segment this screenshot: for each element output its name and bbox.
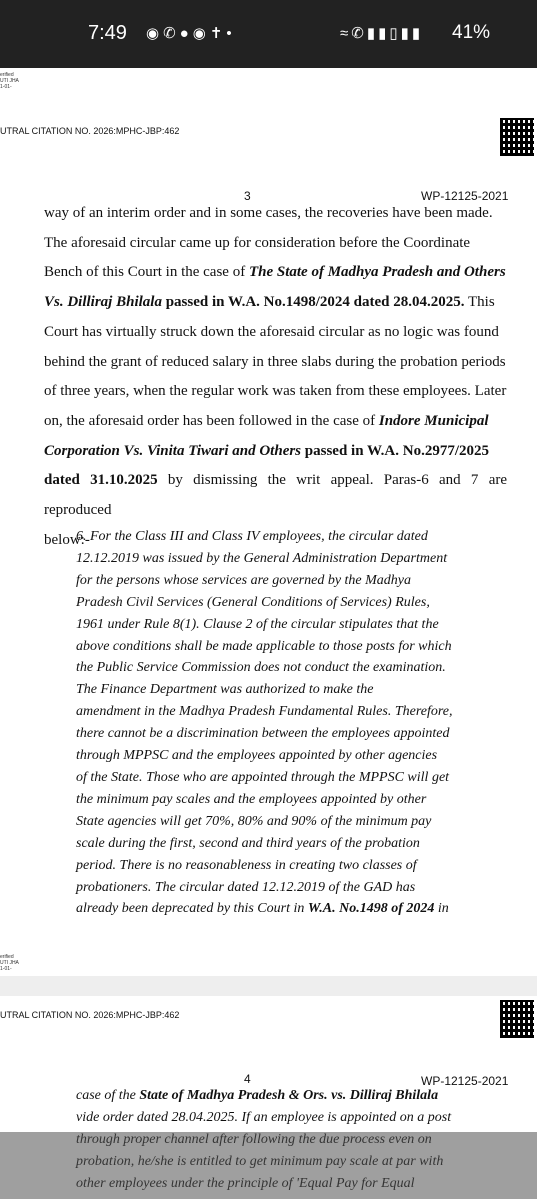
status-bar bbox=[0, 0, 537, 68]
quote-line: for the persons whose services are governed by the Madhya bbox=[76, 572, 412, 588]
quote-line: period. There is no reasonableness in creating two classes of bbox=[76, 857, 417, 873]
quote-line: scale during the first, second and third years of the probation bbox=[76, 835, 420, 851]
facebook-icon: ◉ bbox=[146, 25, 164, 42]
text-line: Bench of this Court in the case of The State of Madhya Pradesh and Others bbox=[44, 264, 506, 281]
quote-line: 12.12.2019 was issued by the General Administration Department bbox=[76, 550, 448, 566]
text-line: behind the grant of reduced salary in three slabs during the probation periods bbox=[44, 353, 506, 370]
quote-line: probationers. The circular dated 12.12.2019 of the GAD has bbox=[76, 879, 416, 895]
text-line: The aforesaid circular came up for consideration before the Coordinate bbox=[44, 234, 471, 251]
messenger-icon: ◉ bbox=[192, 25, 210, 42]
case-name: The State of Madhya Pradesh and Others bbox=[248, 264, 506, 281]
stamp-line: erified bbox=[0, 954, 14, 960]
whatsapp-icon: ✆ bbox=[163, 25, 180, 42]
stamp-line: UTI JHA bbox=[0, 960, 19, 966]
chat-icon: ● bbox=[179, 25, 193, 42]
quote-line: 1961 under Rule 8(1). Clause 2 of the circular stipulates that the bbox=[76, 616, 439, 632]
page-number: 3 bbox=[244, 189, 251, 203]
stamp-line: erified bbox=[0, 72, 14, 78]
qr-code[interactable] bbox=[500, 118, 534, 156]
text-line: Vs. Dilliraj Bhilala passed in W.A. No.1498/2024 dated 28.04.2025. This bbox=[44, 294, 495, 311]
notification-icons bbox=[146, 24, 236, 42]
stamp-line: UTI JHA bbox=[0, 78, 19, 84]
text-line: Corporation Vs. Vinita Tiwari and Others passed in W.A. No.2977/2025 bbox=[44, 442, 489, 459]
signal-icon: ▯▮ bbox=[389, 25, 412, 42]
battery-percent: 41% bbox=[452, 22, 491, 43]
quote-line: through MPPSC and the employees appointed by other agencies bbox=[76, 748, 438, 764]
quote-line: the minimum pay scales and the employees appointed by other bbox=[76, 791, 427, 807]
quote-line: The Finance Department was authorized to make the bbox=[76, 682, 374, 698]
document-page-3 bbox=[0, 68, 537, 972]
dot-icon: • bbox=[226, 25, 236, 42]
quote-line: State agencies will get 70%, 80% and 90% of the minimum pay bbox=[76, 813, 432, 829]
qr-code[interactable] bbox=[500, 1000, 534, 1038]
battery-icon: ▮ bbox=[411, 25, 424, 42]
case-name: Indore Municipal bbox=[378, 412, 489, 429]
system-icons bbox=[340, 24, 423, 42]
stamp-line: 1-01- bbox=[0, 84, 12, 90]
quote-line: above conditions shall be made applicable to those posts for which bbox=[76, 638, 452, 654]
text-line: way of an interim order and in some cases, the recoveries have been made. bbox=[44, 205, 493, 221]
neutral-citation: UTRAL CITATION NO. 2026:MPHC-JBP:462 bbox=[0, 126, 180, 136]
quote-line: vide order dated 28.04.2025. If an employee is appointed on a post bbox=[76, 1109, 452, 1125]
quoted-paragraph bbox=[76, 526, 476, 920]
page-separator bbox=[0, 976, 537, 996]
wifi-icon: ≈ bbox=[340, 25, 352, 42]
navigation-bar-overlay bbox=[0, 1132, 537, 1199]
judgment-paragraph bbox=[44, 199, 507, 555]
quote-line: already been deprecated by this Court in W.A. No.1498 of 2024 in bbox=[76, 901, 449, 917]
page-number: 4 bbox=[244, 1072, 251, 1086]
digital-signature-stamp bbox=[0, 72, 19, 90]
digital-signature-stamp bbox=[0, 954, 19, 972]
quote-line: Pradesh Civil Services (General Conditions of Services) Rules, bbox=[76, 594, 430, 610]
text-line: on, the aforesaid order has been followed in the case of Indore Municipal bbox=[44, 412, 489, 429]
quote-line: case of the State of Madhya Pradesh & Ors. vs. Dilliraj Bhilala bbox=[76, 1088, 439, 1103]
quote-line: of the State. Those who are appointed through the MPPSC will get bbox=[76, 769, 450, 785]
case-name: State of Madhya Pradesh & Ors. vs. Dilliraj Bhilala bbox=[139, 1088, 439, 1103]
quote-line: amendment in the Madhya Pradesh Fundamental Rules. Therefore, bbox=[76, 704, 453, 720]
signal-icon: ▮▮ bbox=[366, 25, 390, 42]
app-icon: ✝ bbox=[209, 25, 227, 42]
case-name: Vs. Dilliraj Bhilala bbox=[44, 294, 162, 311]
quote-line: the Public Service Commission does not conduct the examination. bbox=[76, 660, 446, 676]
quote-line: 6. For the Class III and Class IV employees, the circular dated bbox=[76, 529, 428, 544]
neutral-citation: UTRAL CITATION NO. 2026:MPHC-JBP:462 bbox=[0, 1010, 180, 1020]
status-time: 7:49 bbox=[88, 22, 127, 44]
text-line: Court has virtually struck down the aforesaid circular as no logic was found bbox=[44, 323, 499, 340]
quote-line: there cannot be a discrimination between the employees appointed bbox=[76, 726, 450, 742]
text-line: dated 31.10.2025 by dismissing the writ appeal. Paras-6 and 7 are reproduced bbox=[44, 472, 508, 519]
text-line: of three years, when the regular work was taken from these employees. Later bbox=[44, 383, 507, 400]
stamp-line: 1-01- bbox=[0, 966, 12, 972]
wifi-call-icon: ✆ bbox=[351, 25, 367, 42]
case-name: Corporation Vs. Vinita Tiwari and Others bbox=[44, 442, 302, 459]
case-number: WP-12125-2021 bbox=[421, 1074, 509, 1088]
case-number: WP-12125-2021 bbox=[421, 189, 509, 203]
text-line: below:- bbox=[44, 531, 90, 548]
